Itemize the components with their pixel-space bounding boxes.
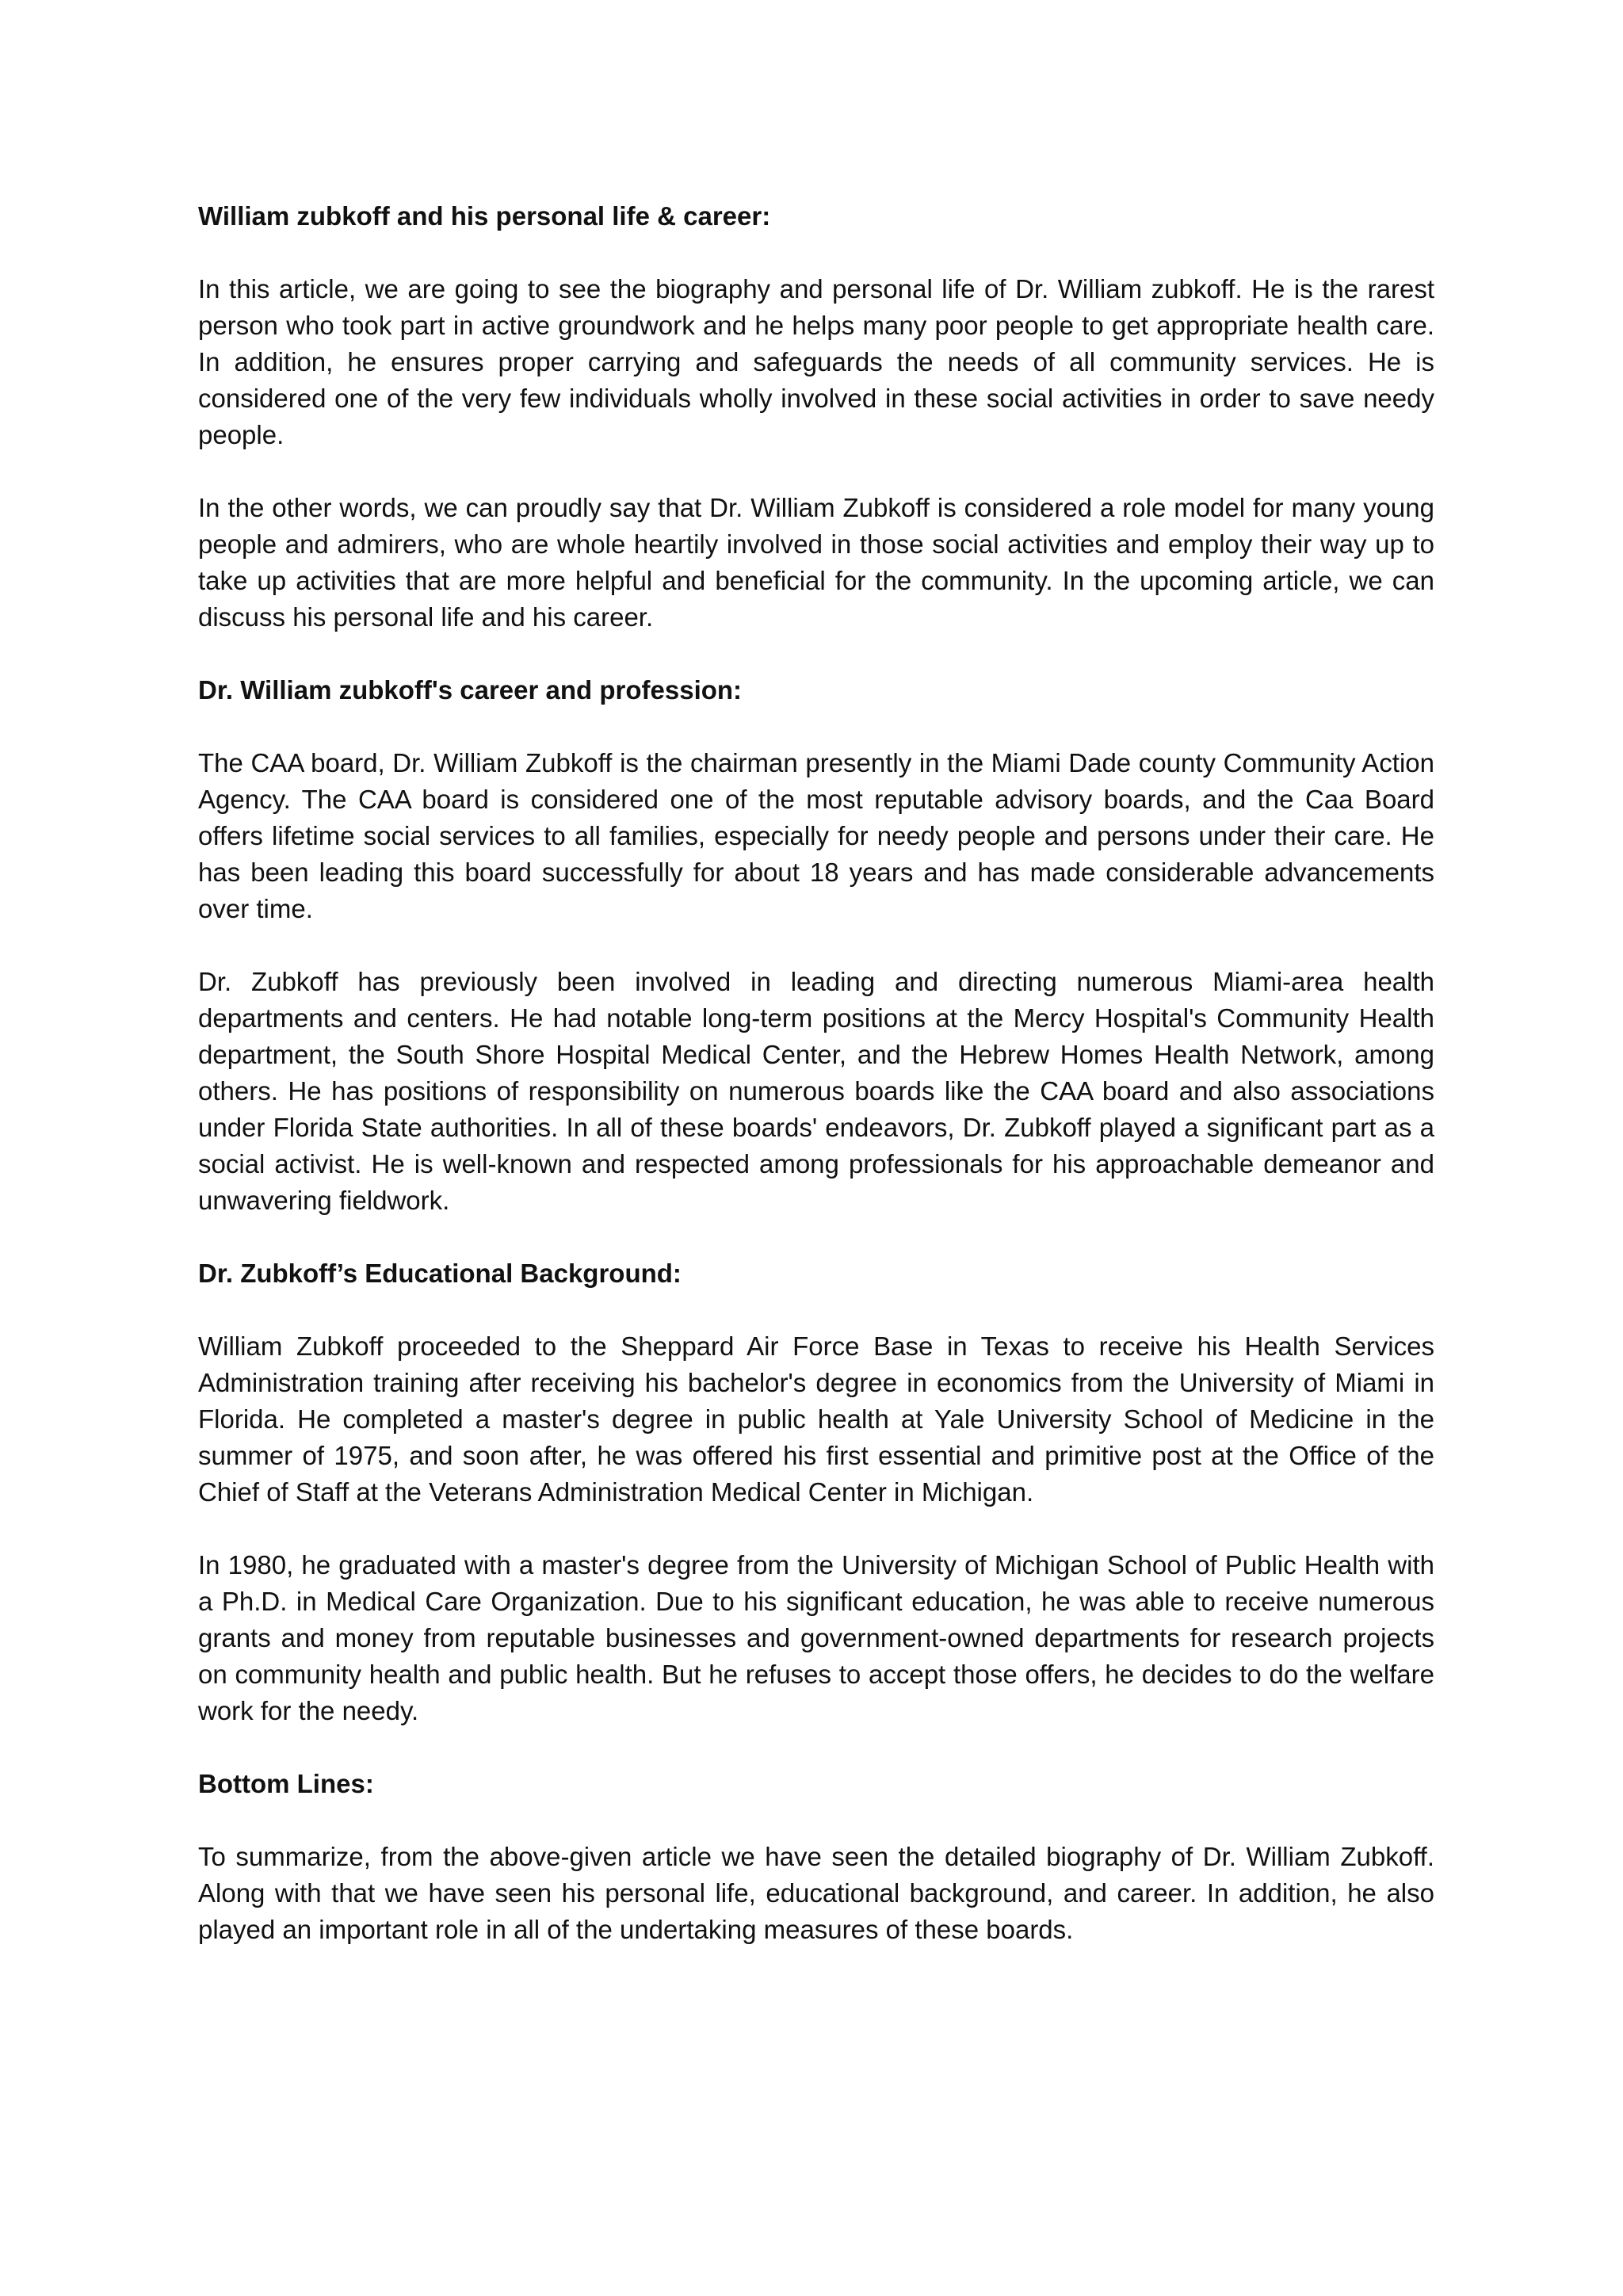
section-heading-personal-life: William zubkoff and his personal life & career: bbox=[198, 201, 771, 231]
paragraph-previous-positions: Dr. Zubkoff has previously been involved in leading and directing numerous Miami-area health departments and centers. He had notable long-term positions at the Mercy Hospital's Community Health department, the South Shore Hospital Medical Center, and the Hebrew Homes Health Network, among others. He has positions of responsibility on numerous boards like the CAA board and also associations under Florida State authorities. In all of these boards' endeavors, Dr. Zubkoff played a significant part as a social activist. He is well-known and respected among professionals for his approachable demeanor and unwavering fieldwork. bbox=[198, 967, 1434, 1215]
section-heading-bottom-lines: Bottom Lines: bbox=[198, 1769, 374, 1798]
paragraph-education-early: William Zubkoff proceeded to the Sheppard Air Force Base in Texas to receive his Health Services Administration training after receiving his bachelor's degree in economics from the University of Miami in Florida. He completed a master's degree in public health at Yale University School of Medicine in the summer of 1975, and soon after, he was offered his first essential and primitive post at the Office of the Chief of Staff at the Veterans Administration Medical Center in Michigan. bbox=[198, 1331, 1434, 1507]
paragraph-role-model: In the other words, we can proudly say that Dr. William Zubkoff is considered a role model for many young people and admirers, who are whole heartily involved in those social activities and employ their way up to take up activities that are more helpful and beneficial for the community. In the upcoming article, we can discuss his personal life and his career. bbox=[198, 493, 1434, 632]
section-heading-education: Dr. Zubkoff’s Educational Background: bbox=[198, 1259, 682, 1288]
paragraph-summary: To summarize, from the above-given article we have seen the detailed biography of Dr. William Zubkoff. Along with that we have seen his personal life, educational background, and career. In addition, he also played an important role in all of the undertaking measures of these boards. bbox=[198, 1842, 1434, 1944]
paragraph-education-phd: In 1980, he graduated with a master's degree from the University of Michigan School of Public Health with a Ph.D. in Medical Care Organization. Due to his significant education, he was able to receive numerous grants and money from reputable businesses and government-owned departments for research projects on community health and public health. But he refuses to accept those offers, he decides to do the welfare work for the needy. bbox=[198, 1550, 1434, 1725]
paragraph-caa-board: The CAA board, Dr. William Zubkoff is the chairman presently in the Miami Dade county Community Action Agency. The CAA board is considered one of the most reputable advisory boards, and the Caa Board offers lifetime social services to all families, especially for needy people and persons under their care. He has been leading this board successfully for about 18 years and has made considerable advancements over time. bbox=[198, 748, 1434, 923]
section-heading-career: Dr. William zubkoff's career and profession: bbox=[198, 675, 743, 705]
paragraph-intro: In this article, we are going to see the biography and personal life of Dr. William zubkoff. He is the rarest person who took part in active groundwork and he helps many poor people to get appropriate health care. In addition, he ensures proper carrying and safeguards the needs of all community services. He is considered one of the very few individuals wholly involved in these social activities in order to save needy people. bbox=[198, 274, 1434, 449]
document-page bbox=[198, 198, 1434, 1985]
